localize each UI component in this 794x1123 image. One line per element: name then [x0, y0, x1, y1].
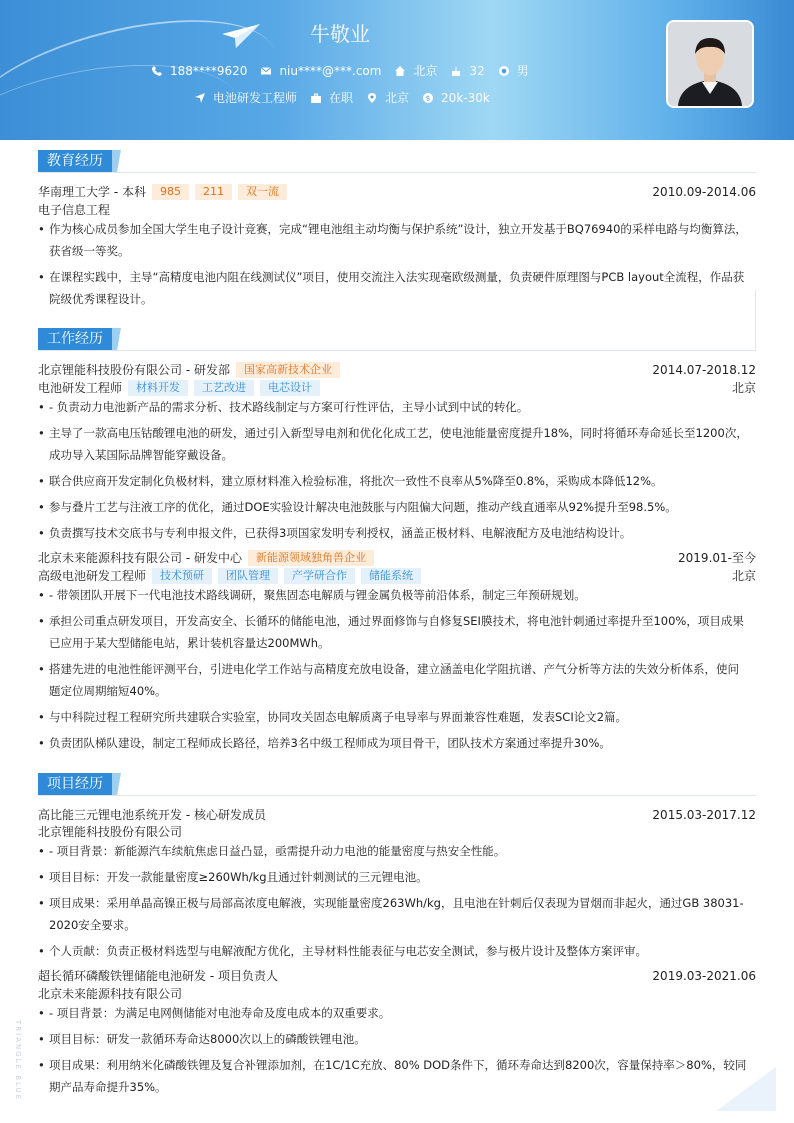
section-divider	[38, 350, 756, 351]
list-item: • 项目成果：采用单晶高镍正极与局部高浓度电解液，实现能量密度263Wh/kg，且电池在针刺后仅表现为冒烟而非起火，通过GB 38031-2020安全要求。	[38, 892, 750, 936]
education-entry-head	[38, 183, 756, 200]
project-bullets	[38, 1002, 750, 1102]
work-entry-head	[38, 361, 756, 378]
phone-item	[152, 64, 247, 78]
project-date: 2019.03-2021.06	[652, 968, 756, 983]
project-company-row	[38, 823, 756, 840]
section-decor	[112, 773, 126, 795]
job-intention-row	[195, 89, 504, 106]
paper-plane-icon	[222, 22, 260, 48]
list-item: • 主导了一款高电压钴酸锂电池的研发，通过引入新型导电剂和优化化成工艺，使电池能量密度提升18%，同时将循环寿命延长至1200次，成功导入某国际品牌智能穿戴设备。	[38, 422, 750, 466]
list-item: • 与中科院过程工程研究所共建联合实验室，协同攻关固态电解质离子电导率与界面兼容性难题，发表SCI论文2篇。	[38, 706, 750, 728]
skill-tag: 技术预研	[152, 568, 212, 584]
company-name: 北京锂能科技股份有限公司 - 研发部	[38, 363, 230, 377]
company-tag: 国家高新技术企业	[236, 362, 340, 378]
target-city-item	[367, 89, 409, 106]
profile-photo	[666, 20, 754, 108]
section-title-work	[38, 328, 126, 350]
work-role-row	[38, 379, 756, 396]
gender-item	[499, 62, 529, 79]
section-label: 教育经历	[38, 150, 112, 172]
project-entry-head	[38, 806, 756, 823]
project-company-row	[38, 985, 756, 1002]
project-name: 超长循环磷酸铁锂储能电池研发 - 项目负责人	[38, 969, 278, 983]
school-tag: 双一流	[238, 184, 287, 200]
candidate-name: 牛敬业	[310, 22, 370, 46]
city: 北京	[413, 64, 438, 78]
section-decor	[112, 328, 126, 350]
target-city: 北京	[385, 91, 410, 105]
status-item	[311, 89, 353, 106]
list-item: • 参与叠片工艺与注液工序的优化，通过DOE实验设计解决电池鼓胀与内阻偏大问题，推动产线直通率从92%提升至98.5%。	[38, 496, 750, 518]
work-entry-head	[38, 549, 756, 566]
skill-tag: 工艺改进	[194, 380, 254, 396]
svg-text:$: $	[425, 94, 431, 102]
list-item: • 在课程实践中，主导“高精度电池内阻在线测试仪”项目，使用交流注入法实现毫欧级测量，负责硬件原理图与PCB layout全流程，作品获院级优秀课程设计。	[38, 266, 750, 310]
project-name: 高比能三元锂电池系统开发 - 核心研发成员	[38, 808, 266, 822]
section-decor	[112, 150, 126, 172]
list-item: • 承担公司重点研发项目，开发高安全、长循环的储能电池，通过界面修饰与自修复SEI膜技术，将电池针刺通过率提升至100%，项目成果已应用于某大型储能电站，累计装机容量达200MWh。	[38, 610, 750, 654]
section-title-project	[38, 773, 126, 795]
list-item: • - 项目背景：为满足电网侧储能对电池寿命及度电成本的双重要求。	[38, 1002, 750, 1024]
list-item: • 联合供应商开发定制化负极材料，建立原材料准入检验标准，将批次一致性不良率从5%降至0.8%，采购成本降低12%。	[38, 470, 750, 492]
list-item: • 作为核心成员参加全国大学生电子设计竞赛，完成“锂电池组主动均衡与保护系统”设计，独立开发基于BQ76940的采样电路与均衡算法，获省级一等奖。	[38, 218, 750, 262]
corner-decor	[716, 1067, 776, 1111]
list-item: • 个人贡献：负责正极材料选型与电解液配方优化，主导材料性能表征与电芯安全测试，参与极片设计及整体方案评审。	[38, 940, 750, 962]
company-name: 北京未来能源科技有限公司 - 研发中心	[38, 551, 242, 565]
location-pin-icon	[367, 93, 377, 103]
list-item: • - 负责动力电池新产品的需求分析、技术路线制定与方案可行性评估，主导小试到中试的转化。	[38, 396, 750, 418]
target-position: 电池研发工程师	[213, 91, 298, 105]
expected-salary: 20k-30k	[441, 90, 490, 105]
money-icon	[423, 93, 433, 103]
age-item	[451, 64, 484, 78]
avatar-portrait	[668, 22, 752, 106]
skill-tag: 产学研合作	[284, 568, 355, 584]
skill-tag: 储能系统	[361, 568, 421, 584]
briefcase-icon	[311, 93, 321, 103]
age: 32	[469, 63, 485, 78]
work-role-row	[38, 567, 756, 584]
job-title: 电池研发工程师	[38, 381, 123, 395]
phone-number: 188****9620	[170, 63, 248, 78]
list-item: • 负责团队梯队建设，制定工程师成长路径，培养3名中级工程师成为项目骨干，团队技术方案通过率提升30%。	[38, 732, 750, 754]
job-title: 高级电池研发工程师	[38, 569, 147, 583]
cake-icon	[451, 66, 461, 76]
education-date: 2010.09-2014.06	[652, 184, 756, 199]
position-item	[195, 89, 297, 106]
decor-line	[755, 290, 756, 350]
work-date: 2014.07-2018.12	[652, 362, 756, 377]
gender: 男	[516, 64, 529, 78]
list-item: • 项目目标：开发一款能量密度≥260Wh/kg且通过针刺测试的三元锂电池。	[38, 866, 750, 888]
project-company: 北京未来能源科技有限公司	[38, 987, 183, 1001]
gender-icon	[499, 66, 509, 76]
company-tag: 新能源领域独角兽企业	[248, 550, 374, 566]
header-banner	[0, 0, 794, 140]
list-item: • 搭建先进的电池性能评测平台，引进电化学工作站与高精度充放电设备，建立涵盖电化学阻抗谱、产气分析等方法的失效分析体系，使问题定位周期缩短40%。	[38, 658, 750, 702]
project-bullets	[38, 840, 750, 966]
list-item: • 项目目标：研发一款循环寿命达8000次以上的磷酸铁锂电池。	[38, 1028, 750, 1050]
skill-tag: 团队管理	[218, 568, 278, 584]
work-bullets	[38, 396, 750, 548]
side-watermark: TRIANGLE BLUE	[14, 1020, 22, 1102]
email-icon	[261, 66, 271, 76]
section-title-education	[38, 150, 126, 172]
work-location: 北京	[731, 381, 756, 395]
education-major-row	[38, 201, 756, 218]
school-name: 华南理工大学 - 本科	[38, 185, 146, 199]
school-tag: 985	[152, 184, 189, 200]
section-label: 工作经历	[38, 328, 112, 350]
list-item: • - 带领团队开展下一代电池技术路线调研，聚焦固态电解质与锂金属负极等前沿体系，制定三年预研规划。	[38, 584, 750, 606]
salary-item	[423, 91, 490, 105]
section-divider	[38, 172, 756, 173]
project-company: 北京锂能科技股份有限公司	[38, 825, 183, 839]
list-item: • 项目成果：利用纳米化磷酸铁锂及复合补锂添加剂，在1C/1C充放、80% DOD条件下，循环寿命达到8200次，容量保持率＞80%，较同期产品寿命提升35%。	[38, 1054, 750, 1098]
section-label: 项目经历	[38, 773, 112, 795]
work-location: 北京	[731, 569, 756, 583]
project-date: 2015.03-2017.12	[652, 807, 756, 822]
work-status: 在职	[329, 91, 354, 105]
project-entry-head	[38, 967, 756, 984]
work-date: 2019.01-至今	[678, 551, 756, 565]
email-address: niu****@***.com	[279, 63, 382, 78]
section-divider	[38, 795, 756, 796]
home-icon	[395, 66, 405, 76]
skill-tag: 电芯设计	[260, 380, 320, 396]
work-bullets	[38, 584, 750, 758]
education-bullets	[38, 218, 750, 314]
list-item: • - 项目背景：新能源汽车续航焦虑日益凸显，亟需提升动力电池的能量密度与热安全性能。	[38, 840, 750, 862]
school-tag: 211	[195, 184, 232, 200]
send-icon	[195, 93, 205, 103]
contact-row	[152, 62, 543, 79]
skill-tag: 材料开发	[128, 380, 188, 396]
phone-icon	[152, 66, 162, 76]
major: 电子信息工程	[38, 203, 111, 217]
list-item: • 负责撰写技术交底书与专利申报文件，已获得3项国家发明专利授权，涵盖正极材料、电解液配方及电池结构设计。	[38, 522, 750, 544]
city-item	[395, 62, 437, 79]
email-item	[261, 64, 381, 78]
